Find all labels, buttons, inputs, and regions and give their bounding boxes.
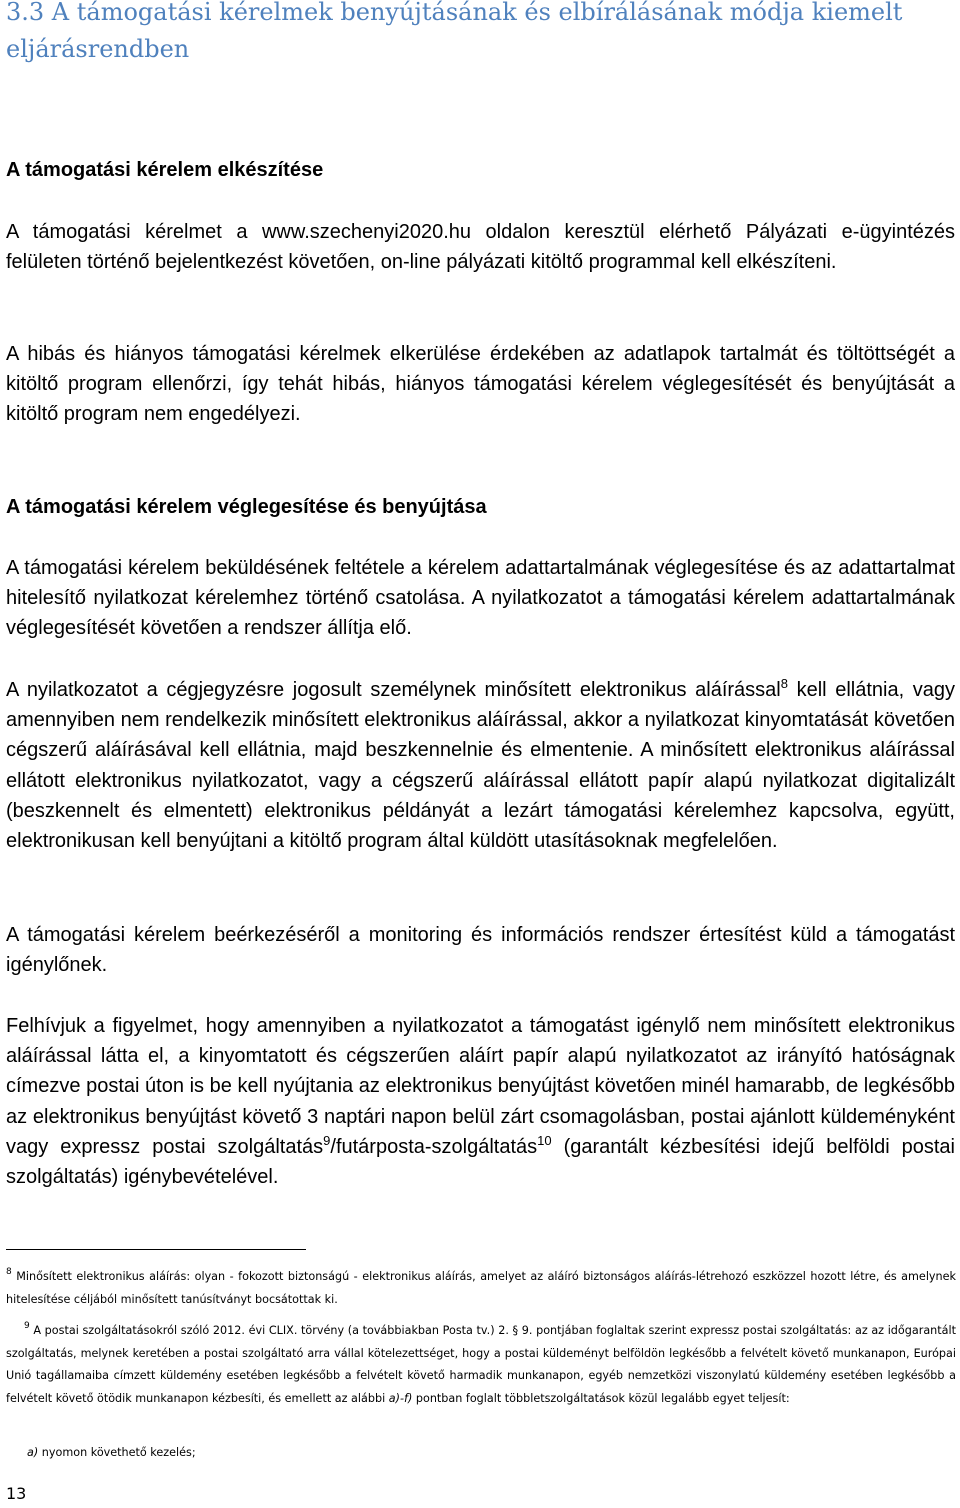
paragraph-submission-condition: A támogatási kérelem beküldésének feltétele a kérelem adattartalmának véglegesítése és az adattartalmat hitelesítő nyilatkozat kérelemhez történő csatolása. A nyilatkozatot a támogatási kérelem adattartalmának véglegesítését követően a rendszer állítja elő. [6, 557, 955, 640]
page-number: 13 [6, 1484, 27, 1503]
footnote-separator [6, 1249, 306, 1250]
footnote-8-number: 8 [6, 1267, 12, 1277]
footnote-9-text-b: pontban foglalt többletszolgáltatások közül legalább egyet teljesít: [412, 1391, 790, 1405]
item-a-text: nyomon követhető kezelés; [38, 1446, 196, 1459]
paragraph-signature [6, 675, 955, 856]
postal-text-a: Felhívjuk a figyelmet, hogy amennyiben a nyilatkozatot a támogatást igénylő nem minősített elektronikus aláírással látta el, a kinyomtatott és cégszerűen aláírt papír alapú nyilatkozatot az irányító hatóságnak címezve postai úton is be kell nyújtania az elektronikus benyújtást követően minél hamarabb, de legkésőbb az elektronikus benyújtást követő 3 naptári napon belül zárt csomagolásban, postai ajánlott küldeményként vagy expressz postai szolgáltatás [6, 1015, 955, 1158]
postal-text-b: /futárposta-szolgáltatás [330, 1135, 538, 1158]
signature-text-a: A nyilatkozatot a cégjegyzésre jogosult személynek minősített elektronikus aláírással [6, 679, 781, 701]
footnote-9-text-a: A postai szolgáltatásokról szóló 2012. évi CLIX. törvény (a továbbiakban Posta tv.) 2. § 9. pontjában foglaltak szerint expressz postai szolgáltatás: az az időgarantált szolgáltatás, melynek keretében a postai szolgáltató arra vállal kötelezettséget, hogy a postai küldeményt belföldön legkésőbb a felvételt követő munkanapon, Európai Unió tagállamaiba címzett küldemény esetében legkésőbb a felvételt követő harmadik munkanapon, egyéb nemzetközi viszonylatú küldemény esetében legkésőbb a felvételt követő ötödik munkanapon kézbesíti, és emellett az alábbi [6, 1324, 956, 1405]
item-a-label: a) [27, 1446, 39, 1459]
paragraph-preparation: A támogatási kérelmet a www.szechenyi2020.hu oldalon keresztül elérhető Pályázati e-ügyintézés felületen történő bejelentkezést követően, on-line pályázati kitöltő programmal kell elkészíteni. [6, 221, 955, 274]
footnote-ref-9: 9 [323, 1132, 331, 1148]
footnote-9-number: 9 [24, 1321, 30, 1331]
footnote-9 [6, 1320, 956, 1410]
footnote-8 [6, 1266, 956, 1311]
subsection-title-submission: A támogatási kérelem véglegesítése és benyújtása [6, 496, 487, 518]
footnote-9-points: a)-f) [388, 1391, 413, 1405]
footnote-ref-8: 8 [780, 676, 788, 691]
paragraph-notification: A támogatási kérelem beérkezéséről a monitoring és információs rendszer értesítést küld a támogatást igénylőnek. [6, 924, 955, 977]
paragraph-validation: A hibás és hiányos támogatási kérelmek elkerülése érdekében az adatlapok tartalmát és töltöttségét a kitöltő program ellenőrzi, így tehát hibás, hiányos támogatási kérelem véglegesítését és benyújtását a kitöltő program nem engedélyezi. [6, 343, 955, 426]
subsection-title-preparation: A támogatási kérelem elkészítése [6, 159, 324, 181]
signature-text-b: kell ellátnia, vagy amennyiben nem rendelkezik minősített elektronikus aláírással, akkor a nyilatkozat kinyomtatását követően cégszerű aláírásával kell ellátnia, majd beszkennelnie és elmentenie. A minősített elektronikus aláírással ellátott elektronikus nyilatkozatot, vagy a cégszerű aláírással ellátott papír alapú nyilatkozat digitalizált (beszkennelt és elmentett) elektronikus példányát a lezárt támogatási kérelemhez kapcsolva, együtt, elektronikusan kell benyújtani a kitöltő program által küldött utasításoknak megfelelően. [6, 679, 955, 853]
footnote-9-item-a [27, 1442, 196, 1464]
postal-text-c: (garantált kézbesítési idejű belföldi postai szolgáltatás) igénybevételével. [6, 1135, 955, 1189]
footnote-8-text: Minősített elektronikus aláírás: olyan - fokozott biztonságú - elektronikus aláírás, amelyet az aláíró biztonságos aláírás-létrehozó eszközzel hozott létre, és amelynek hitelesítése céljából minősített tanúsítványt bocsátottak ki. [6, 1270, 956, 1306]
paragraph-postal-submission [6, 1011, 955, 1192]
footnote-ref-10: 10 [537, 1132, 552, 1148]
section-heading: 3.3 A támogatási kérelmek benyújtásának és elbírálásának módja kiemelt eljárásrendben [6, 0, 903, 63]
